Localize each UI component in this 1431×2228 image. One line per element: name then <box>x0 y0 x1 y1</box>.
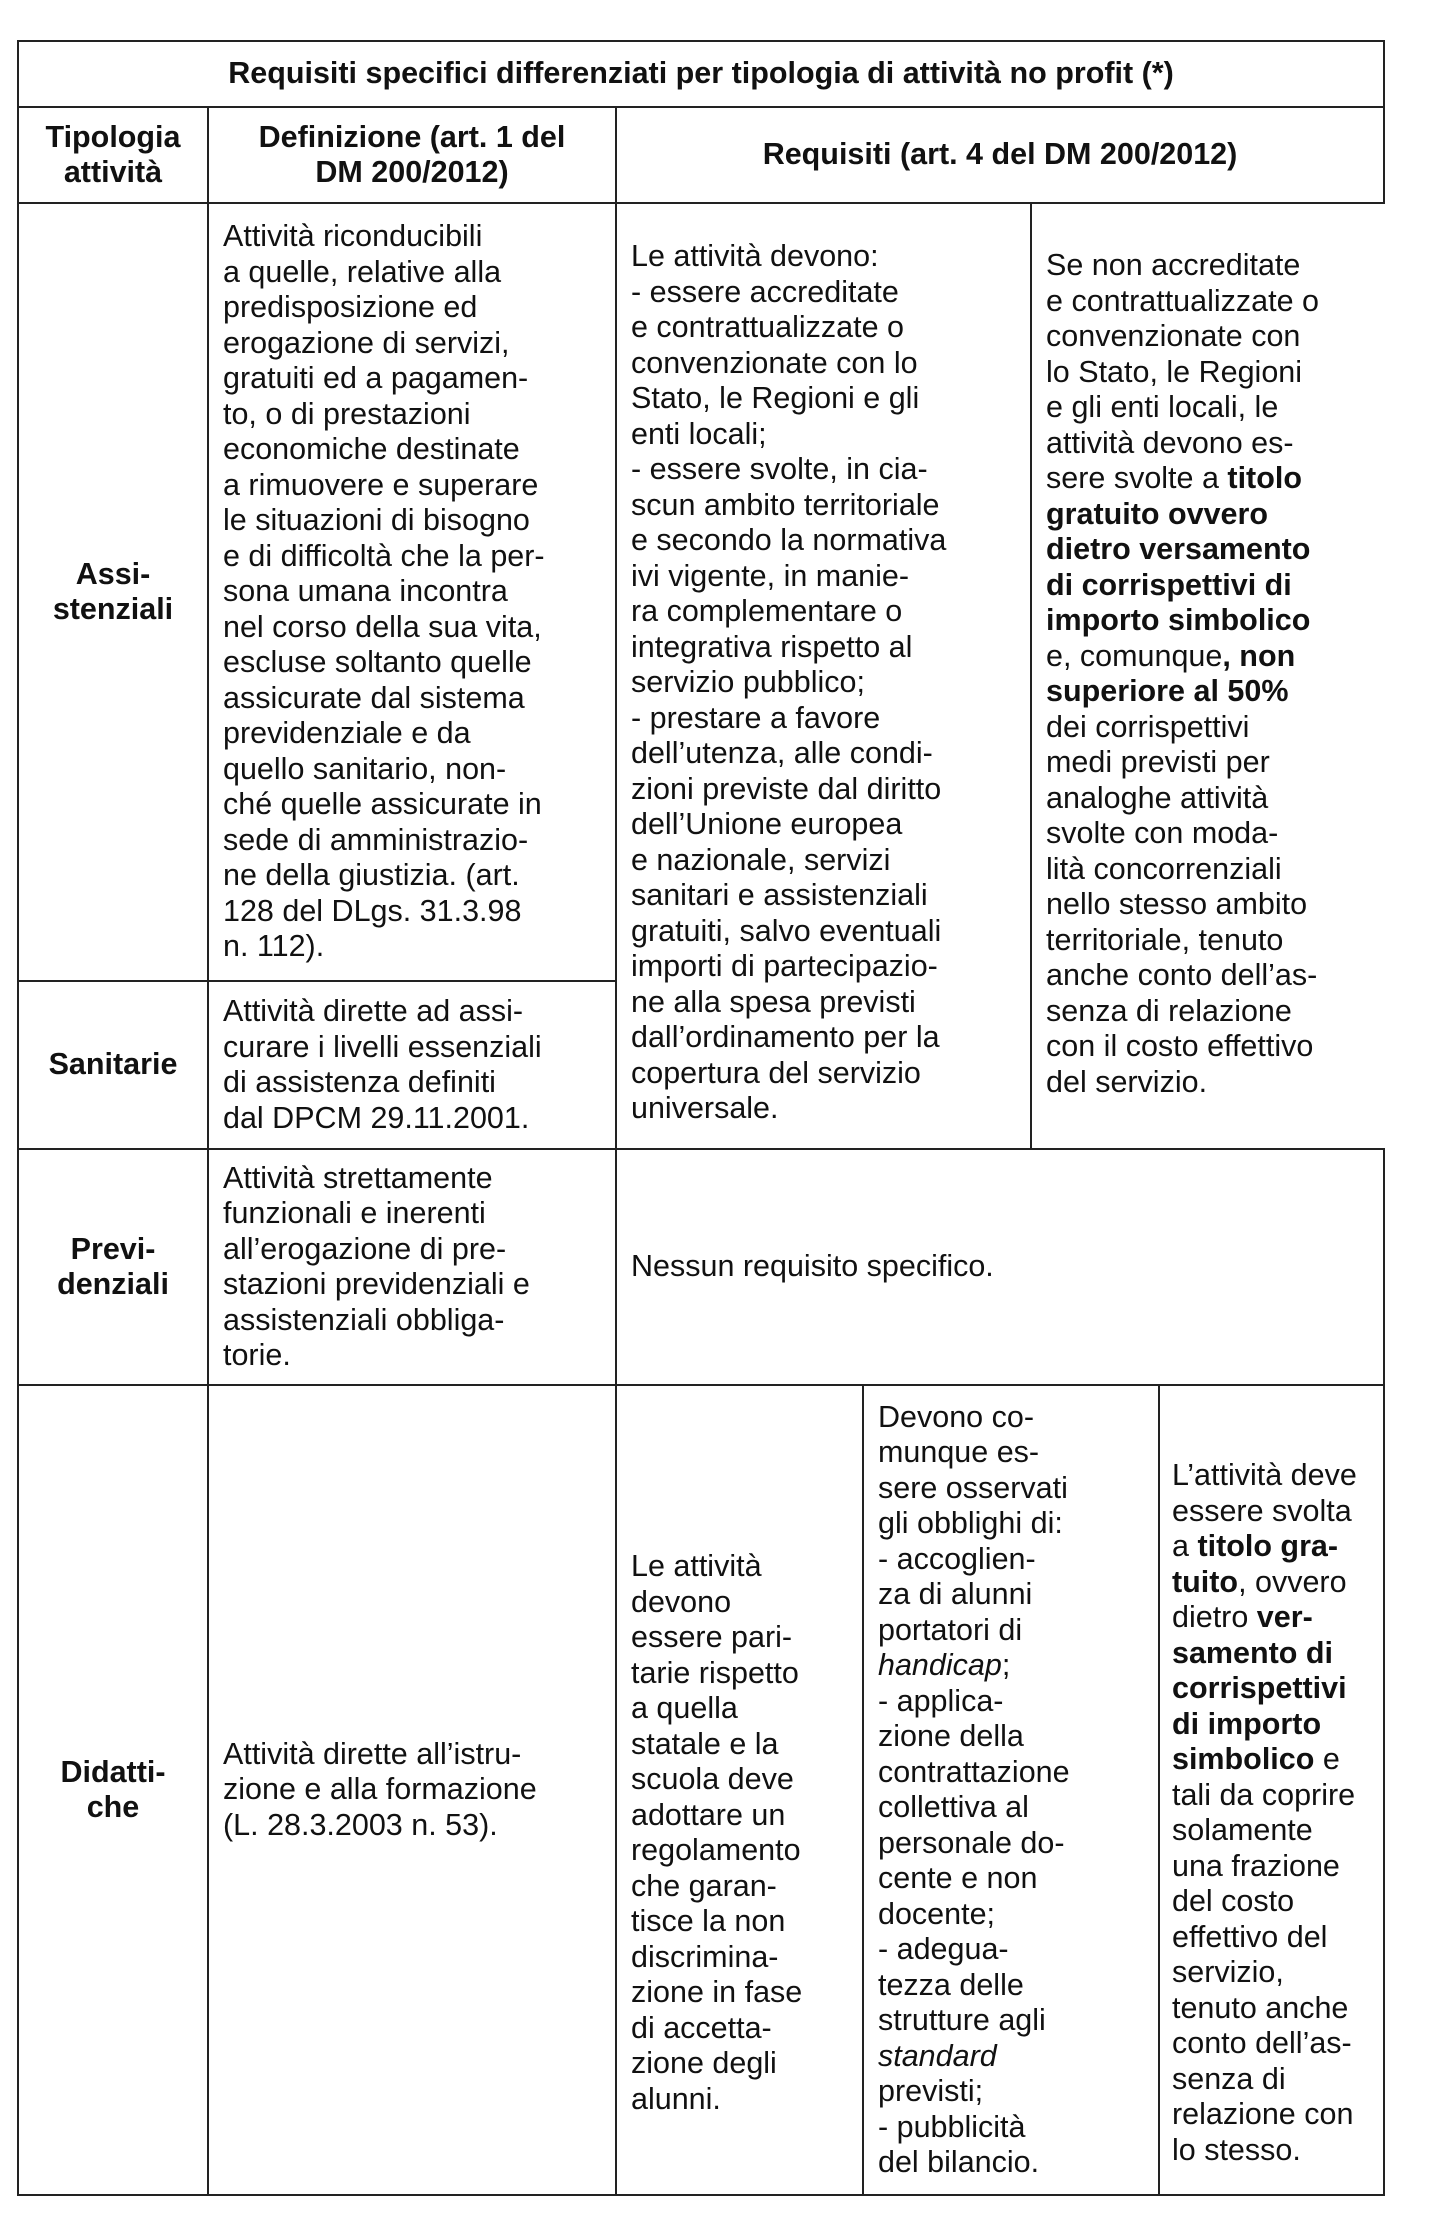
row-didattiche <box>18 1385 1384 2195</box>
category-assistenziali: Assi- stenziali <box>18 203 208 981</box>
header-definizione: Definizione (art. 1 del DM 200/2012) <box>208 107 616 203</box>
category-sanitarie: Sanitarie <box>18 981 208 1149</box>
header-row <box>18 107 1384 203</box>
definition-assistenziali: Attività riconducibili a quelle, relative alla predisposizione ed erogazione di servizi, gratuiti ed a pagamen- to, o di prestazioni economiche destinate a rimuovere e superare le situazioni di bisogno e di difficoltà che la per- sona umana incontra nel corso della sua vita, escluse soltanto quelle assicurate dal sistema previdenziale e da quello sanitario, non- ché quelle assicurate in sede di amministrazio- ne della giustizia. (art. 128 del DLgs. 31.3.98 n. 112). <box>208 203 616 981</box>
requirement-didattiche-obblighi: Devono co- munque es- sere osservati gli obblighi di: - accoglien- za di alunni portatori di handicap; - applica- zione della contrattazione collettiva al personale do- cente e non docente; - adegua- tezza delle strutture agli standard previsti; - pubblicità del bilancio. <box>863 1385 1159 2195</box>
category-previdenziali: Previ- denziali <box>18 1149 208 1385</box>
definition-didattiche: Attività dirette all’istru- zione e alla formazione (L. 28.3.2003 n. 53). <box>208 1385 616 2195</box>
table-title: Requisiti specifici differenziati per tipologia di attività no profit (*) <box>18 41 1384 107</box>
requirements-accredited: Le attività devono: - essere accreditate e contrattualizzate o convenzionate con lo Stato, le Regioni e gli enti locali; - essere svolte, in cia- scun ambito territoriale e secondo la normativa ivi vigente, in manie- ra complementare o integrativa rispetto al servizio pubblico; - prestare a favore dell’utenza, alle condi- zioni previste dal diritto dell’Unione europea e nazionale, servizi sanitari e assistenziali gratuiti, salvo eventuali importi di partecipazio- ne alla spesa previsti dall’ordinamento per la copertura del servizio universale. <box>616 203 1159 1149</box>
row-previdenziali <box>18 1149 1384 1385</box>
definition-sanitarie: Attività dirette ad assi- curare i livelli essenziali di assistenza definiti dal DPCM 29.11.2001. <box>208 981 616 1149</box>
requirements-non-accredited-cell: Se non accreditate e contrattualizzate o convenzionate con lo Stato, le Regioni e gli enti locali, le attività devono es- sere svolte a titolo gratuito ovvero dietro versamento di corrispettivi di importo simbolico e, comunque, non superiore al 50% dei corrispettivi medi previsti per analoghe attività svolte con moda- lità concorrenziali nello stesso ambito territoriale, tenuto anche conto dell’as- senza di relazione con il costo effettivo del servizio. <box>1030 204 1384 1148</box>
requirement-didattiche-parita: Le attività devono essere pari- tarie rispetto a quella statale e la scuola deve adottare un regolamento che garan- tisce la non discrimina- zione in fase di accetta- zione degli alunni. <box>616 1385 863 2195</box>
category-didattiche: Didatti- che <box>18 1385 208 2195</box>
table-title-row <box>18 41 1384 107</box>
definition-previdenziali: Attività strettamente funzionali e inerenti all’erogazione di pre- stazioni previdenziali e assistenziali obbliga- torie. <box>208 1149 616 1385</box>
header-tipologia: Tipologia attività <box>18 107 208 203</box>
header-requisiti: Requisiti (art. 4 del DM 200/2012) <box>616 107 1384 203</box>
requirement-previdenziali: Nessun requisito specifico. <box>616 1149 1384 1385</box>
requirement-didattiche-gratuito: L’attività deve essere svolta a titolo gra- tuito, ovvero dietro ver- samento di corrispettivi di importo simbolico e tali da coprire solamente una frazione del costo effettivo del servizio, tenuto anche conto dell’as- senza di relazione con lo stesso. <box>1159 1385 1384 2195</box>
